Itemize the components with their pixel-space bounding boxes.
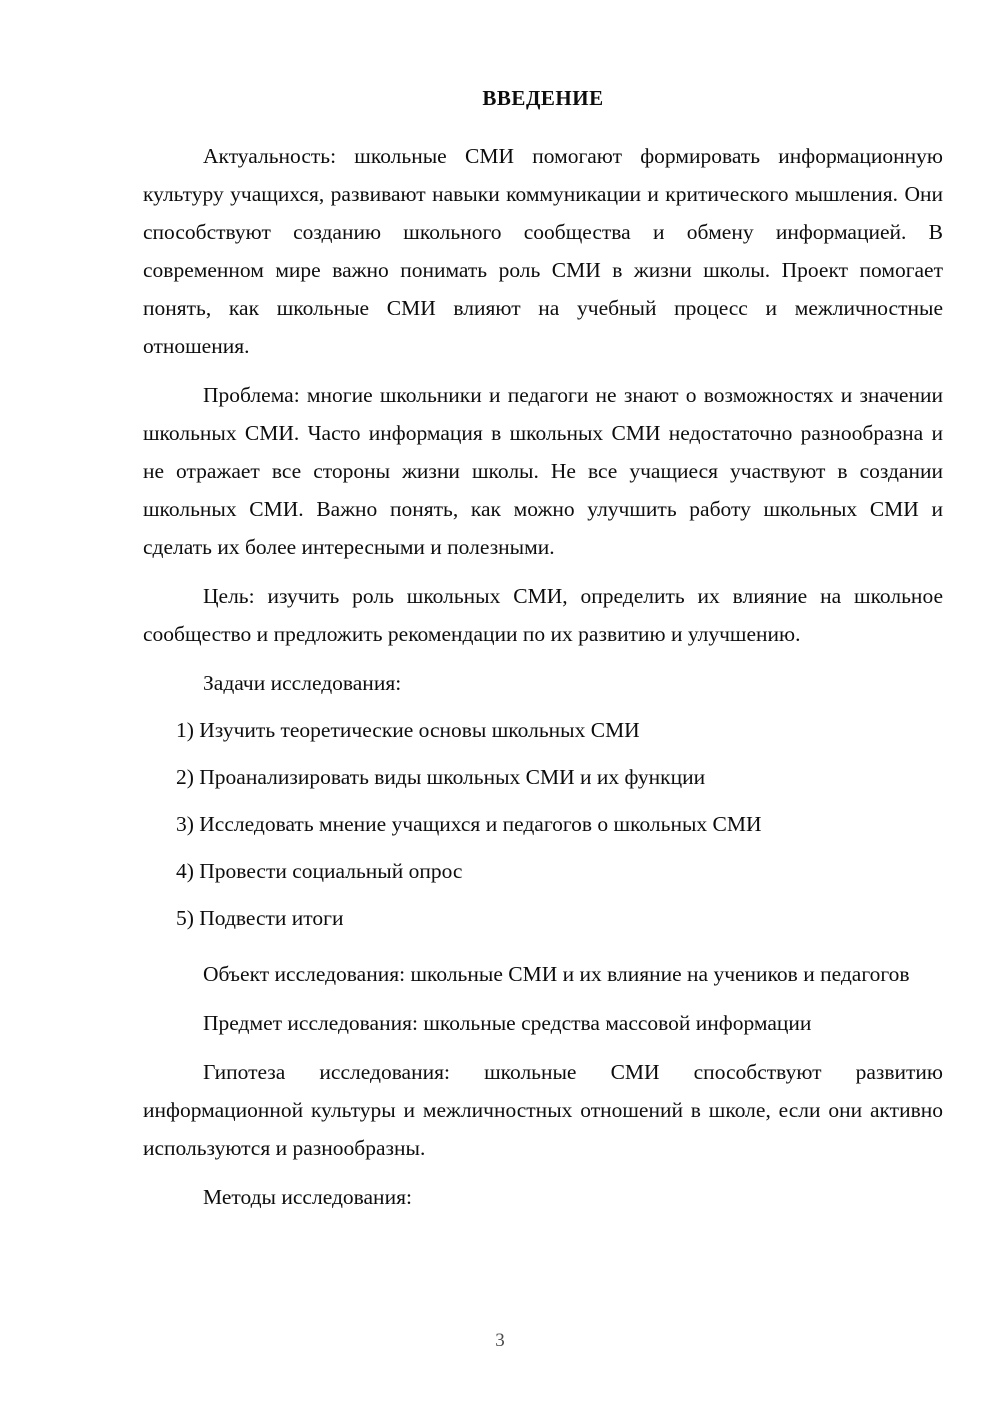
document-body: [143, 86, 943, 1225]
page-title: ВВЕДЕНИЕ: [482, 86, 604, 110]
list-item: 2) Проанализировать виды школьных СМИ и их функции: [176, 765, 706, 790]
page-number: 3: [495, 1330, 505, 1351]
paragraph-hypothesis: Гипотеза исследования: школьные СМИ способствуют развитию информационной культуры и межличностных отношений в школе, если они активно используются и разнообразны.: [143, 1060, 943, 1161]
spacer: [143, 946, 943, 955]
list-item: 1) Изучить теоретические основы школьных СМИ: [176, 718, 640, 743]
list-item: 4) Провести социальный опрос: [176, 859, 463, 884]
tasks-list: [143, 711, 943, 937]
list-item: 3) Исследовать мнение учащихся и педагогов о школьных СМИ: [176, 812, 762, 837]
methods-heading: Методы исследования:: [203, 1185, 412, 1210]
tasks-heading: Задачи исследования:: [203, 671, 402, 696]
paragraph-subject: Предмет исследования: школьные средства массовой информации: [203, 1011, 812, 1036]
paragraph-goal: Цель: изучить роль школьных СМИ, определить их влияние на школьное сообщество и предложить рекомендации по их развитию и улучшению.: [143, 584, 943, 647]
paragraph-object: Объект исследования: школьные СМИ и их влияние на учеников и педагогов: [203, 962, 910, 987]
list-item: 5) Подвести итоги: [176, 906, 344, 931]
paragraph-problem: Проблема: многие школьники и педагоги не знают о возможностях и значении школьных СМИ. Часто информация в школьных СМИ недостаточно разнообразна и не отражает все стороны жизни школы. Не все учащиеся участвуют в создании школьных СМИ. Важно понять, как можно улучшить работу школьных СМИ и сделать их более интересными и полезными.: [143, 383, 943, 560]
paragraph-relevance: Актуальность: школьные СМИ помогают формировать информационную культуру учащихся, развивают навыки коммуникации и критического мышления. Они способствуют созданию школьного сообщества и обмену информацией. В современном мире важно понимать роль СМИ в жизни школы. Проект помогает понять, как школьные СМИ влияют на учебный процесс и межличностные отношения.: [143, 144, 943, 359]
